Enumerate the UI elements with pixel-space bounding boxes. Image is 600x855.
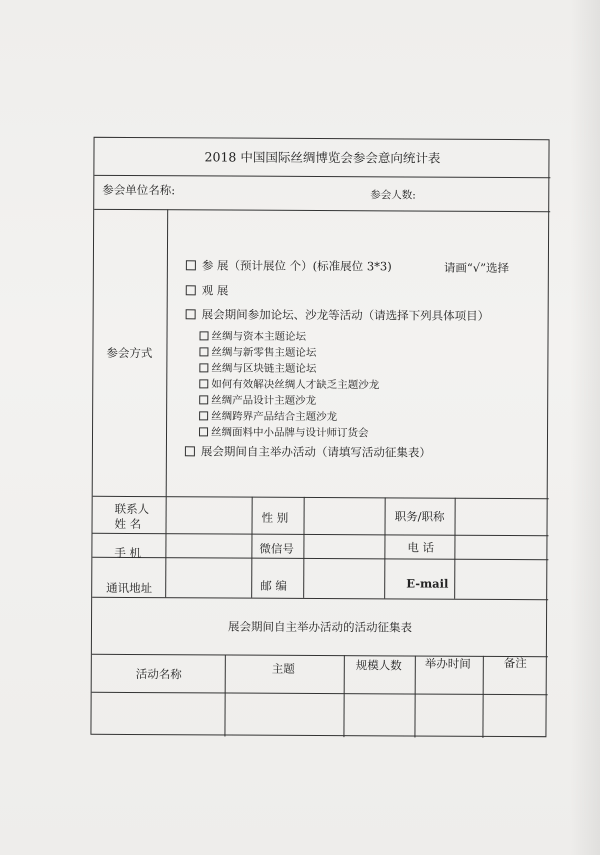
checkbox-sub-2[interactable] xyxy=(199,347,208,356)
rule-contact-col5 xyxy=(454,498,456,599)
rule-contact-col2 xyxy=(251,497,253,598)
rule-activity-title xyxy=(92,654,548,657)
checkbox-sub-5[interactable] xyxy=(199,395,208,404)
option-visit-label: 观 展 xyxy=(201,283,229,298)
gender-label: 性 别 xyxy=(261,510,289,525)
form-title: 2018 中国国际丝绸博览会参会意向统计表 xyxy=(204,149,441,166)
rule-method-col xyxy=(166,209,169,496)
option-self-activity-label: 展会期间自主举办活动（请填写活动征集表） xyxy=(200,444,431,460)
rule-contact-col4 xyxy=(384,497,386,598)
rule-method xyxy=(93,496,549,499)
sub-option-6-label: 丝绸跨界产品结合主题沙龙 xyxy=(211,410,338,424)
rule-act-col3 xyxy=(414,655,415,737)
rule-row1 xyxy=(92,533,548,536)
activity-table-title: 展会期间自主举办活动的活动征集表 xyxy=(227,619,413,635)
rule-contact-col3 xyxy=(303,497,305,598)
rule-contact-col1 xyxy=(165,496,167,597)
sub-option-4[interactable] xyxy=(199,379,379,390)
option-exhibit-label: 参 展（预计展位 个）(标准展位 3*3) xyxy=(201,258,392,274)
rule-act-col4 xyxy=(482,656,483,738)
checkbox-visit[interactable] xyxy=(186,285,196,295)
sub-option-6[interactable] xyxy=(199,411,337,422)
rule-act-col1 xyxy=(224,655,225,737)
registration-form xyxy=(90,137,549,737)
sub-option-2[interactable] xyxy=(199,347,316,358)
col-remarks: 备注 xyxy=(503,655,527,671)
method-label: 参会方式 xyxy=(106,345,153,361)
checkbox-self-activity[interactable] xyxy=(185,446,195,456)
rule-title xyxy=(94,175,550,178)
check-hint: 请画“√”选择 xyxy=(443,260,510,275)
checkbox-exhibit[interactable] xyxy=(186,260,196,270)
name-label: 姓 名 xyxy=(114,516,142,532)
postcode-label: 邮 编 xyxy=(260,578,287,593)
rule-act-col2 xyxy=(343,655,344,737)
page-shadow xyxy=(570,0,600,855)
col-theme: 主题 xyxy=(271,661,295,676)
option-forum-label: 展会期间参加论坛、沙龙等活动（请选择下列具体项目） xyxy=(201,307,490,323)
sub-option-1[interactable] xyxy=(199,331,306,342)
sub-option-3[interactable] xyxy=(199,363,316,374)
rule-activity-header xyxy=(92,692,548,695)
col-scale: 规模人数 xyxy=(355,658,402,673)
option-exhibit[interactable] xyxy=(186,260,392,273)
option-self-activity[interactable] xyxy=(185,446,431,459)
rule-unit xyxy=(94,209,550,212)
sub-option-4-label: 如何有效解决丝绸人才缺乏主题沙龙 xyxy=(211,378,380,392)
position-label: 职务/职称 xyxy=(394,509,445,524)
rule-row2 xyxy=(92,557,548,560)
col-activity-name: 活动名称 xyxy=(135,667,182,682)
sub-option-5-label: 丝绸产品设计主题沙龙 xyxy=(211,394,317,407)
sub-option-5[interactable] xyxy=(199,395,316,406)
rule-row3 xyxy=(92,597,548,600)
sub-option-7[interactable] xyxy=(199,427,369,438)
wechat-label: 微信号 xyxy=(259,541,294,556)
option-forum[interactable] xyxy=(186,309,490,322)
checkbox-sub-7[interactable] xyxy=(199,427,208,436)
checkbox-sub-3[interactable] xyxy=(199,363,208,372)
sub-option-1-label: 丝绸与资本主题论坛 xyxy=(211,330,307,343)
option-visit[interactable] xyxy=(186,285,229,297)
mobile-label: 手 机 xyxy=(114,545,142,561)
contact-label: 联系人 xyxy=(114,501,150,517)
sub-option-2-label: 丝绸与新零售主题论坛 xyxy=(211,346,317,359)
unit-name-label: 参会单位名称: xyxy=(102,182,176,198)
email-label: E-mail xyxy=(406,576,449,591)
phone-label: 电 话 xyxy=(407,540,435,555)
col-time: 举办时间 xyxy=(424,656,471,671)
checkbox-forum[interactable] xyxy=(186,309,196,319)
checkbox-sub-1[interactable] xyxy=(200,331,209,340)
attendee-count-label: 参会人数: xyxy=(370,189,416,202)
address-label: 通讯地址 xyxy=(106,580,153,596)
sub-option-7-label: 丝绸面料中小品牌与设计师订货会 xyxy=(210,426,369,440)
checkbox-sub-4[interactable] xyxy=(199,379,208,388)
sub-option-3-label: 丝绸与区块链主题论坛 xyxy=(211,362,317,375)
checkbox-sub-6[interactable] xyxy=(199,411,208,420)
